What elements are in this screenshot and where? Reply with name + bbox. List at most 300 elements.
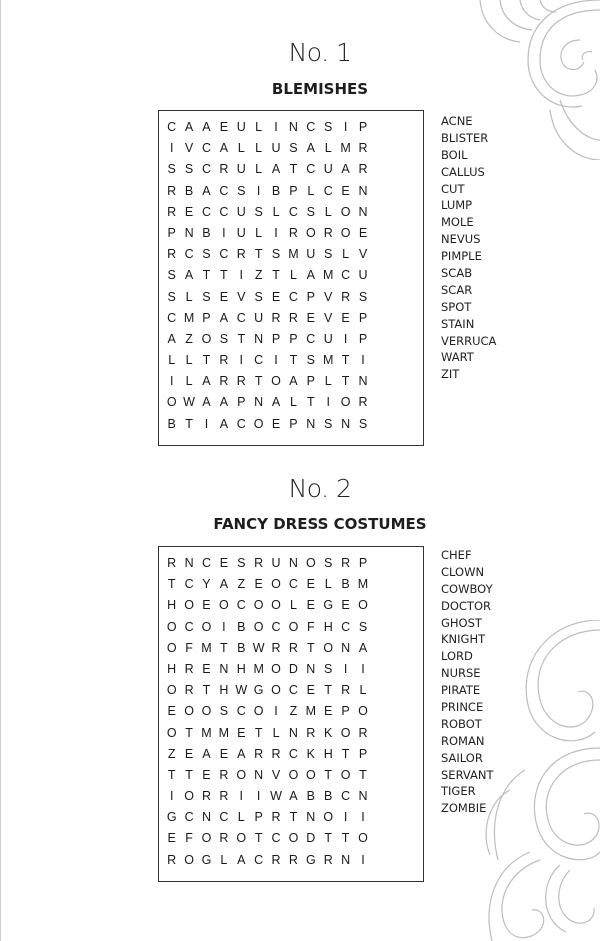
grid-letter[interactable]: Y [202,577,211,592]
grid-letter[interactable]: I [169,141,174,156]
grid-letter[interactable]: L [237,810,245,825]
grid-letter[interactable]: A [202,746,211,761]
grid-letter[interactable]: T [307,640,315,655]
grid-letter[interactable]: T [254,725,263,740]
grid-letter[interactable]: P [358,746,368,761]
grid-letter[interactable]: U [236,162,246,177]
grid-letter[interactable]: R [201,789,211,804]
grid-letter[interactable]: B [184,183,194,198]
grid-letter[interactable]: C [288,289,298,304]
grid-letter[interactable]: R [341,289,351,304]
grid-letter[interactable]: O [358,704,368,719]
grid-letter[interactable]: O [271,374,281,389]
grid-letter[interactable]: C [306,331,316,346]
grid-letter[interactable]: S [167,268,176,283]
grid-letter[interactable]: R [167,556,177,570]
grid-letter[interactable]: K [306,746,315,761]
grid-letter[interactable]: O [166,640,177,655]
grid-letter[interactable]: O [253,619,264,634]
grid-letter[interactable]: L [359,683,367,698]
grid-letter[interactable]: R [341,556,351,570]
grid-letter[interactable]: N [288,120,298,134]
grid-letter[interactable]: S [167,289,176,304]
grid-letter[interactable]: R [358,725,368,740]
grid-letter[interactable]: M [253,661,264,676]
grid-letter[interactable]: E [237,725,246,740]
grid-letter[interactable]: O [305,556,316,570]
grid-letter[interactable]: C [236,598,246,613]
grid-letter[interactable]: M [340,141,351,156]
grid-letter[interactable]: G [305,852,316,867]
grid-letter[interactable]: I [326,395,330,410]
grid-letter[interactable]: C [167,310,177,325]
grid-letter[interactable]: I [274,225,278,240]
grid-letter[interactable]: B [306,789,315,804]
grid-letter[interactable]: H [167,598,177,613]
grid-letter[interactable]: L [255,120,263,134]
grid-letter[interactable]: A [202,374,211,389]
grid-letter[interactable]: P [202,310,211,325]
grid-letter[interactable]: C [184,577,194,592]
grid-letter[interactable]: A [202,395,211,410]
grid-letter[interactable]: W [270,789,282,804]
grid-letter[interactable]: L [185,289,193,304]
grid-letter[interactable]: R [288,640,298,655]
grid-letter[interactable]: R [271,310,281,325]
grid-letter[interactable]: M [323,353,334,368]
grid-letter[interactable]: I [239,353,243,368]
grid-letter[interactable]: Z [185,331,193,346]
grid-letter[interactable]: T [185,416,193,431]
grid-letter[interactable]: P [167,225,176,240]
grid-letter[interactable]: A [271,162,281,177]
grid-letter[interactable]: R [306,725,316,740]
grid-letter[interactable]: D [306,831,316,846]
grid-letter[interactable]: N [358,374,368,389]
grid-letter[interactable]: A [184,268,194,283]
grid-letter[interactable]: U [323,162,333,177]
grid-letter[interactable]: Z [289,704,298,719]
grid-letter[interactable]: A [271,395,281,410]
grid-letter[interactable]: B [237,640,246,655]
grid-letter[interactable]: I [274,120,278,134]
grid-letter[interactable]: S [202,289,211,304]
grid-letter[interactable]: A [202,183,211,198]
grid-letter[interactable]: E [202,767,211,782]
grid-letter[interactable]: E [202,598,211,613]
grid-letter[interactable]: T [167,577,176,592]
grid-letter[interactable]: S [254,204,263,219]
grid-letter[interactable]: G [253,683,264,698]
grid-letter[interactable]: L [272,725,280,740]
grid-letter[interactable]: S [358,289,368,304]
grid-letter[interactable]: V [324,310,333,325]
grid-letter[interactable]: R [167,183,177,198]
grid-letter[interactable]: I [274,704,278,719]
grid-letter[interactable]: H [236,661,246,676]
grid-letter[interactable]: O [236,831,247,846]
grid-letter[interactable]: W [252,640,265,655]
grid-letter[interactable]: L [324,374,332,389]
grid-letter[interactable]: T [254,831,263,846]
grid-letter[interactable]: O [166,619,177,634]
grid-letter[interactable]: L [289,268,297,283]
grid-letter[interactable]: F [185,831,193,846]
grid-letter[interactable]: N [254,767,264,782]
grid-letter[interactable]: R [184,661,194,676]
grid-letter[interactable]: R [254,556,264,570]
grid-letter[interactable]: M [218,725,230,740]
grid-letter[interactable]: R [167,852,177,867]
grid-letter[interactable]: E [358,225,368,240]
grid-letter[interactable]: N [219,661,229,676]
grid-letter[interactable]: C [306,120,316,134]
grid-letter[interactable]: Z [167,746,176,761]
grid-letter[interactable]: C [184,810,194,825]
grid-letter[interactable]: A [219,577,229,592]
grid-letter[interactable]: O [305,225,316,240]
grid-letter[interactable]: I [361,661,365,676]
grid-letter[interactable]: C [219,247,229,262]
grid-letter[interactable]: C [254,353,264,368]
grid-letter[interactable]: R [219,374,229,389]
grid-letter[interactable]: B [271,183,281,198]
grid-letter[interactable]: T [202,353,211,368]
grid-letter[interactable]: B [202,225,211,240]
grid-letter[interactable]: A [289,374,298,389]
grid-letter[interactable]: L [168,353,176,368]
grid-letter[interactable]: V [271,767,281,782]
grid-letter[interactable]: P [358,120,368,134]
grid-letter[interactable]: I [343,120,348,134]
grid-letter[interactable]: C [288,746,298,761]
grid-letter[interactable]: O [288,619,299,634]
grid-letter[interactable]: O [236,767,247,782]
grid-letter[interactable]: U [236,225,246,240]
grid-letter[interactable]: P [306,289,315,304]
grid-letter[interactable]: O [166,725,177,740]
grid-letter[interactable]: I [204,416,209,431]
grid-letter[interactable]: E [341,598,350,613]
grid-letter[interactable]: M [357,577,369,592]
grid-letter[interactable]: A [219,310,229,325]
grid-letter[interactable]: N [358,183,368,198]
grid-letter[interactable]: V [237,289,246,304]
grid-letter[interactable]: P [289,331,298,346]
grid-letter[interactable]: I [256,789,261,804]
grid-letter[interactable]: O [184,789,194,804]
grid-letter[interactable]: N [184,556,194,570]
grid-letter[interactable]: O [166,683,177,698]
grid-letter[interactable]: O [184,852,194,867]
grid-letter[interactable]: A [358,640,368,655]
grid-letter[interactable]: M [288,247,299,262]
grid-letter[interactable]: O [201,704,212,719]
grid-letter[interactable]: N [306,810,316,825]
grid-letter[interactable]: U [271,556,281,570]
grid-letter[interactable]: C [236,704,246,719]
grid-letter[interactable]: C [201,162,211,177]
grid-letter[interactable]: O [340,767,351,782]
grid-letter[interactable]: A [219,395,229,410]
grid-letter[interactable]: T [220,268,228,283]
grid-letter[interactable]: O [305,767,316,782]
grid-letter[interactable]: L [255,141,263,156]
grid-letter[interactable]: B [341,577,350,592]
grid-letter[interactable]: P [306,374,315,389]
grid-letter[interactable]: O [340,225,351,240]
grid-letter[interactable]: V [184,141,194,156]
grid-letter[interactable]: T [341,374,350,389]
grid-letter[interactable]: S [219,331,229,346]
grid-letter[interactable]: G [166,810,177,825]
grid-letter[interactable]: T [289,162,298,177]
grid-letter[interactable]: O [358,598,368,613]
grid-letter[interactable]: O [253,416,264,431]
grid-letter[interactable]: R [219,162,229,177]
grid-letter[interactable]: T [254,247,263,262]
grid-letter[interactable]: U [323,331,333,346]
grid-letter[interactable]: R [167,204,177,219]
grid-letter[interactable]: T [341,831,350,846]
grid-letter[interactable]: O [253,704,264,719]
grid-letter[interactable]: V [324,289,333,304]
grid-letter[interactable]: E [167,831,176,846]
grid-letter[interactable]: M [183,310,195,325]
grid-letter[interactable]: P [237,395,246,410]
grid-letter[interactable]: T [359,767,367,782]
grid-letter[interactable]: O [288,767,299,782]
grid-letter[interactable]: A [167,331,176,346]
grid-letter[interactable]: R [341,683,351,698]
grid-letter[interactable]: E [306,683,315,698]
grid-letter[interactable]: C [184,247,194,262]
grid-letter[interactable]: A [237,746,246,761]
grid-letter[interactable]: L [220,852,228,867]
grid-letter[interactable]: F [185,640,193,655]
grid-letter[interactable]: I [239,789,243,804]
grid-letter[interactable]: P [341,704,350,719]
grid-letter[interactable]: H [323,746,333,761]
grid-letter[interactable]: O [340,395,351,410]
grid-letter[interactable]: C [271,619,281,634]
grid-letter[interactable]: L [289,395,297,410]
grid-letter[interactable]: N [184,225,194,240]
grid-letter[interactable]: N [306,416,316,431]
grid-letter[interactable]: C [288,204,298,219]
grid-letter[interactable]: L [324,577,332,592]
grid-letter[interactable]: I [361,810,365,825]
grid-letter[interactable]: O [219,598,229,613]
grid-letter[interactable]: C [167,120,177,134]
grid-letter[interactable]: L [272,204,280,219]
grid-letter[interactable]: U [306,247,316,262]
grid-letter[interactable]: N [288,556,298,570]
grid-letter[interactable]: E [254,577,263,592]
grid-letter[interactable]: C [254,852,264,867]
grid-letter[interactable]: T [324,831,333,846]
grid-letter[interactable]: U [254,310,264,325]
grid-letter[interactable]: L [324,204,332,219]
grid-letter[interactable]: I [343,661,348,676]
grid-letter[interactable]: T [237,331,246,346]
grid-letter[interactable]: R [323,225,333,240]
grid-letter[interactable]: C [306,162,316,177]
grid-letter[interactable]: L [255,225,263,240]
grid-letter[interactable]: S [237,556,246,570]
grid-letter[interactable]: A [219,416,229,431]
grid-letter[interactable]: N [306,661,316,676]
grid-letter[interactable]: C [219,204,229,219]
grid-letter[interactable]: I [222,619,226,634]
grid-letter[interactable]: T [272,268,280,283]
grid-letter[interactable]: O [184,598,194,613]
grid-letter[interactable]: A [341,162,350,177]
grid-letter[interactable]: B [237,619,246,634]
grid-letter[interactable]: R [358,141,368,156]
grid-letter[interactable]: N [254,395,264,410]
grid-letter[interactable]: U [236,120,246,134]
grid-letter[interactable]: O [201,831,212,846]
grid-letter[interactable]: R [271,852,281,867]
grid-letter[interactable]: O [340,725,351,740]
grid-letter[interactable]: W [183,395,195,410]
grid-letter[interactable]: N [341,416,351,431]
grid-letter[interactable]: L [255,162,263,177]
grid-letter[interactable]: R [358,395,368,410]
grid-letter[interactable]: M [323,268,334,283]
grid-letter[interactable]: M [305,704,317,719]
grid-letter[interactable]: U [358,268,368,283]
grid-letter[interactable]: T [289,353,298,368]
grid-letter[interactable]: N [288,725,298,740]
grid-letter[interactable]: O [201,331,212,346]
grid-letter[interactable]: C [323,183,333,198]
grid-letter[interactable]: O [340,204,351,219]
grid-letter[interactable]: C [201,556,211,570]
grid-letter[interactable]: U [271,141,281,156]
grid-letter[interactable]: I [361,852,365,867]
grid-letter[interactable]: N [254,331,264,346]
grid-letter[interactable]: A [237,852,246,867]
grid-letter[interactable]: R [254,746,264,761]
grid-letter[interactable]: I [256,183,261,198]
grid-letter[interactable]: T [185,767,193,782]
grid-letter[interactable]: S [358,619,368,634]
grid-letter[interactable]: S [306,353,315,368]
grid-letter[interactable]: O [358,831,368,846]
grid-letter[interactable]: R [167,247,177,262]
grid-letter[interactable]: N [358,789,368,804]
grid-letter[interactable]: O [271,683,281,698]
grid-letter[interactable]: E [324,704,333,719]
grid-letter[interactable]: C [288,683,298,698]
grid-letter[interactable]: P [289,183,298,198]
grid-letter[interactable]: I [169,789,174,804]
grid-letter[interactable]: N [341,640,351,655]
grid-letter[interactable]: H [167,661,177,676]
grid-letter[interactable]: G [201,852,212,867]
grid-letter[interactable]: R [288,225,298,240]
grid-letter[interactable]: R [358,162,368,177]
grid-letter[interactable]: O [166,395,177,410]
grid-letter[interactable]: T [202,268,211,283]
grid-letter[interactable]: A [306,268,315,283]
grid-letter[interactable]: S [271,247,281,262]
grid-letter[interactable]: M [201,725,212,740]
grid-letter[interactable]: C [236,416,246,431]
grid-letter[interactable]: T [220,640,228,655]
grid-letter[interactable]: T [341,746,350,761]
grid-letter[interactable]: W [235,683,248,698]
grid-letter[interactable]: C [288,577,298,592]
grid-letter[interactable]: A [202,120,211,134]
grid-letter[interactable]: P [358,310,368,325]
grid-letter[interactable]: L [185,374,193,389]
grid-letter[interactable]: I [222,225,226,240]
grid-letter[interactable]: R [219,789,229,804]
grid-letter[interactable]: S [358,416,368,431]
grid-letter[interactable]: R [219,767,229,782]
grid-letter[interactable]: Z [254,268,263,283]
grid-letter[interactable]: Z [237,577,246,592]
grid-letter[interactable]: L [185,353,193,368]
grid-letter[interactable]: T [341,353,350,368]
grid-letter[interactable]: E [306,577,315,592]
grid-letter[interactable]: C [341,268,351,283]
grid-letter[interactable]: O [271,577,281,592]
grid-letter[interactable]: I [343,810,348,825]
grid-letter[interactable]: T [307,395,315,410]
grid-letter[interactable]: H [219,683,229,698]
grid-letter[interactable]: R [219,353,229,368]
grid-letter[interactable]: S [306,204,315,219]
grid-letter[interactable]: C [201,141,211,156]
grid-letter[interactable]: R [271,640,281,655]
grid-letter[interactable]: N [341,852,351,867]
grid-letter[interactable]: L [324,141,332,156]
grid-letter[interactable]: R [219,831,229,846]
grid-letter[interactable]: C [236,310,246,325]
grid-letter[interactable]: L [237,141,245,156]
grid-letter[interactable]: P [271,331,281,346]
grid-letter[interactable]: S [202,247,211,262]
grid-letter[interactable]: U [236,204,246,219]
grid-letter[interactable]: C [219,810,229,825]
grid-letter[interactable]: G [323,598,334,613]
grid-letter[interactable]: R [271,746,281,761]
grid-letter[interactable]: E [167,704,176,719]
grid-letter[interactable]: I [274,353,278,368]
grid-letter[interactable]: R [288,310,298,325]
grid-letter[interactable]: S [324,120,333,134]
grid-letter[interactable]: T [324,683,333,698]
grid-letter[interactable]: C [271,831,281,846]
grid-letter[interactable]: C [219,183,229,198]
grid-letter[interactable]: O [323,810,334,825]
grid-letter[interactable]: A [289,789,298,804]
grid-letter[interactable]: E [219,120,229,134]
grid-letter[interactable]: T [289,810,298,825]
grid-letter[interactable]: E [306,598,315,613]
grid-letter[interactable]: E [202,661,211,676]
grid-letter[interactable]: C [184,619,194,634]
grid-letter[interactable]: S [324,661,333,676]
grid-letter[interactable]: E [341,183,350,198]
grid-letter[interactable]: P [254,810,263,825]
grid-letter[interactable]: E [184,746,194,761]
grid-letter[interactable]: E [341,310,350,325]
